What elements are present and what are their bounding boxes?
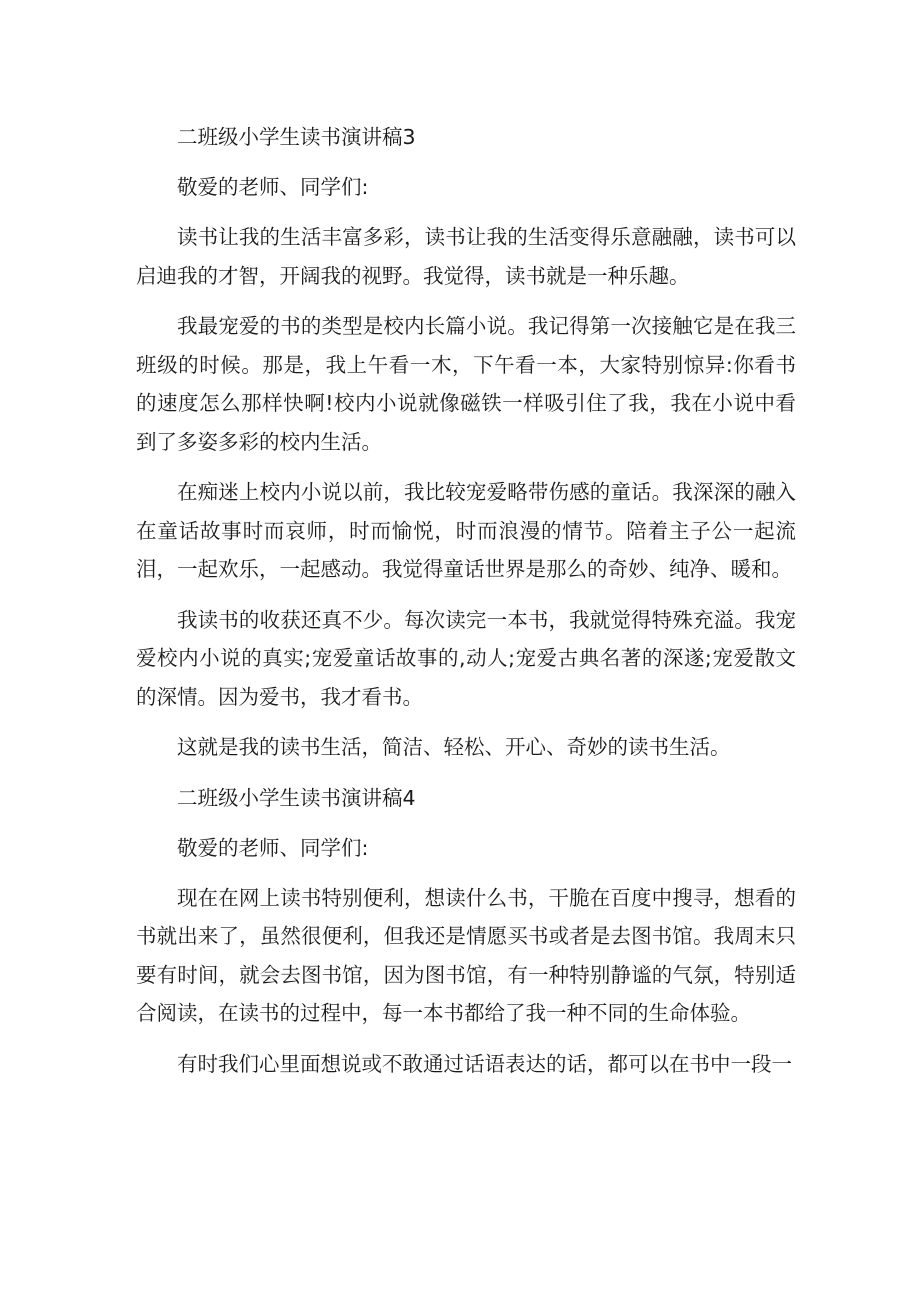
document-body [136,118,796,1095]
paragraph: 有时我们心里面想说或不敢通过话语表达的话，都可以在书中一段一 [177,1051,792,1076]
paragraph: 在痴迷上校内小说以前，我比较宠爱略带伤感的童话。我深深的融入在童话故事时而哀师，时而愉悦，时而浪漫的情节。陪着主子公一起流泪，一起欢乐，一起感动。我觉得童话世界是那么的奇妙、纯净、暖和。 [136,480,796,581]
section-title-3: 二班级小学生读书演讲稿3 [177,125,416,149]
paragraph: 现在在网上读书特别便利，想读什么书，干脆在百度中搜寻，想看的书就出来了，虽然很便利，但我还是情愿买书或者是去图书馆。我周末只要有时间，就会去图书馆，因为图书馆，有一种特别静谧的气氛，特别适合阅读，在读书的过程中，每一本书都给了我一种不同的生命体验。 [136,885,796,1025]
greeting-3: 敬爱的老师、同学们: [177,175,369,199]
paragraph: 我最宠爱的书的类型是校内长篇小说。我记得第一次接触它是在我三班级的时候。那是，我上午看一木，下午看一本，大家特别惊异:你看书的速度怎么那样快啊!校内小说就像磁铁一样吸引住了我，我在小说中看到了多姿多彩的校内生活。 [136,314,796,454]
section-title-4: 二班级小学生读书演讲稿4 [177,785,416,810]
paragraph: 读书让我的生活丰富多彩，读书让我的生活变得乐意融融，读书可以启迪我的才智，开阔我的视野。我觉得，读书就是一种乐趣。 [136,225,796,288]
greeting-4: 敬爱的老师、同学们: [177,835,369,860]
paragraph: 我读书的收获还真不少。每次读完一本书，我就觉得特殊充溢。我宠爱校内小说的真实;宠爱童话故事的,动人;宠爱古典名著的深遂;宠爱散文的深情。因为爱书，我才看书。 [136,607,796,709]
paragraph: 这就是我的读书生活，简洁、轻松、开心、奇妙的读书生活。 [177,735,731,759]
